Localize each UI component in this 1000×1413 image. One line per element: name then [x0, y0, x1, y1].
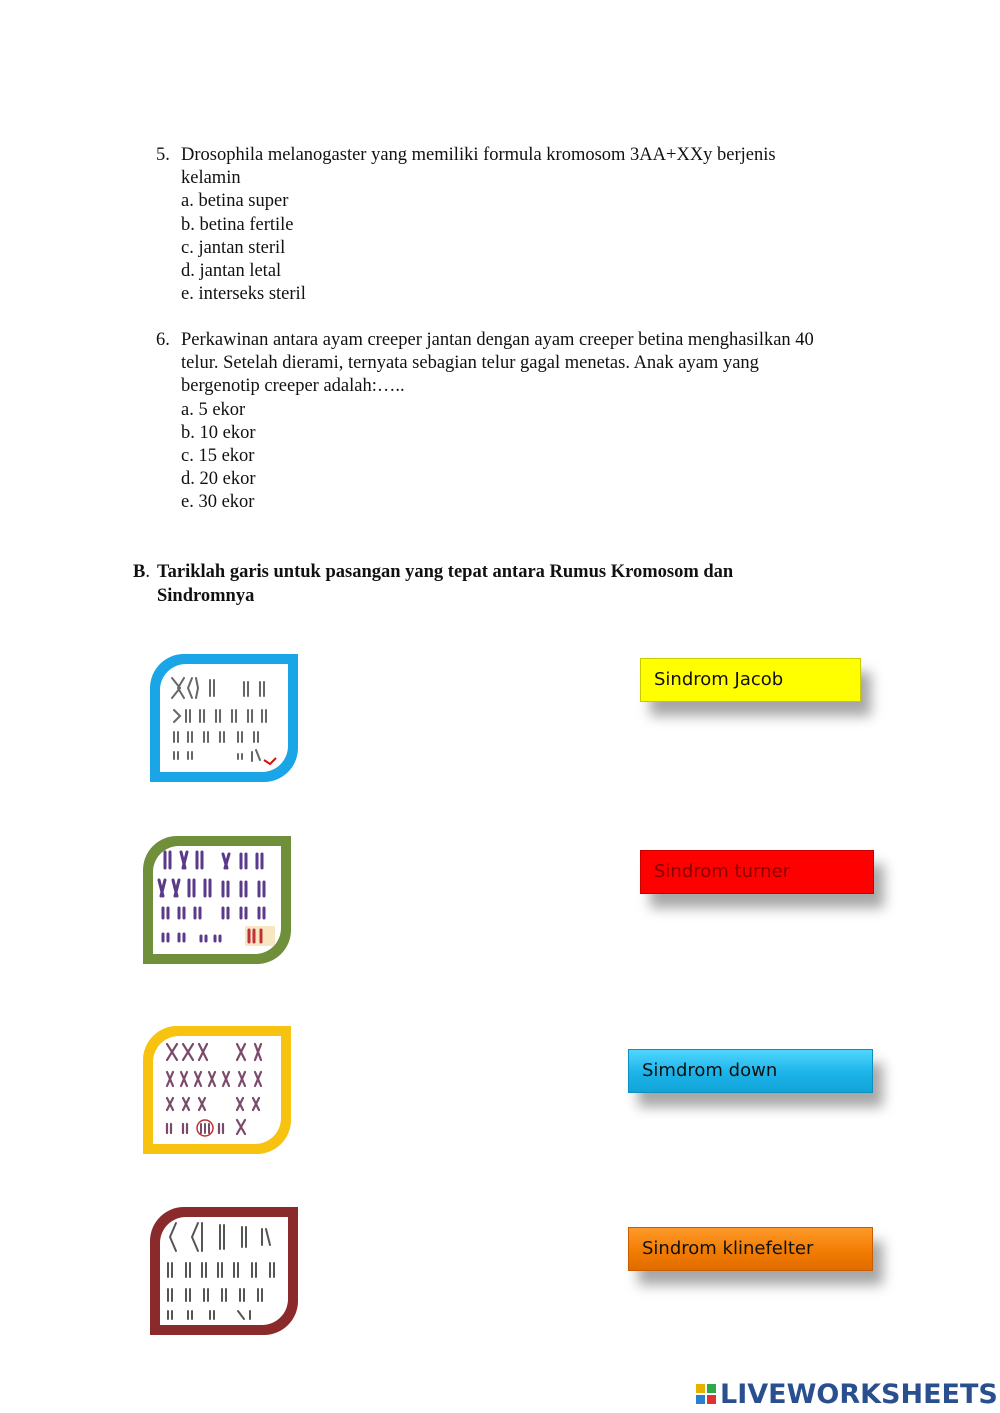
karyotype-grid-icon: [153, 1036, 281, 1144]
question-number: 6.: [156, 330, 170, 350]
karyotype-grid-icon: [160, 664, 288, 772]
question-stem-line: Drosophila melanogaster yang memiliki formula kromosom 3AA+XXy berjenis: [181, 145, 776, 165]
option-b: b. 10 ekor: [181, 422, 256, 443]
liveworksheets-logo-icon: [696, 1384, 716, 1404]
karyotype-image-3: [153, 1036, 281, 1144]
question-5: [156, 144, 881, 306]
karyotype-card-3[interactable]: [143, 1026, 291, 1154]
option-e: e. interseks steril: [181, 284, 306, 305]
brand-footer: [696, 1376, 998, 1412]
question-stem: [181, 329, 881, 399]
section-instruction: Tariklah garis untuk pasangan yang tepat antara Rumus Kromosom dan Sindromnya: [157, 562, 734, 606]
option-d: d. jantan letal: [181, 261, 282, 282]
karyotype-grid-icon: [153, 846, 281, 954]
question-stem-line: Perkawinan antara ayam creeper jantan dengan ayam creeper betina menghasilkan 40: [181, 330, 814, 350]
label-sindrom-jacob[interactable]: Sindrom Jacob: [640, 658, 861, 702]
option-a: a. 5 ekor: [181, 399, 246, 420]
option-c: c. 15 ekor: [181, 446, 255, 467]
question-stem-line: telur. Setelah dierami, ternyata sebagian telur gagal menetas. Anak ayam yang: [181, 353, 759, 374]
label-sindrom-turner[interactable]: Sindrom turner: [640, 850, 874, 894]
karyotype-image-2: [153, 846, 281, 954]
karyotype-grid-icon: [160, 1217, 288, 1325]
label-sindrom-down[interactable]: Simdrom down: [628, 1049, 873, 1093]
option-a: a. betina super: [181, 191, 289, 212]
option-c: c. jantan steril: [181, 237, 286, 258]
option-d: d. 20 ekor: [181, 469, 256, 490]
karyotype-card-1[interactable]: [150, 654, 298, 782]
karyotype-card-4[interactable]: [150, 1207, 298, 1335]
karyotype-card-2[interactable]: [143, 836, 291, 964]
question-stem: [181, 144, 881, 190]
question-6: [156, 329, 881, 515]
karyotype-image-1: [160, 664, 288, 772]
option-e: e. 30 ekor: [181, 492, 255, 513]
section-letter: B.: [133, 562, 150, 582]
karyotype-image-4: [160, 1217, 288, 1325]
question-stem-line: kelamin: [181, 168, 241, 189]
brand-name: LIVEWORKSHEETS: [720, 1378, 998, 1410]
section-b-heading: [133, 561, 817, 608]
label-sindrom-klinefelter[interactable]: Sindrom klinefelter: [628, 1227, 873, 1271]
question-number: 5.: [156, 145, 170, 165]
option-b: b. betina fertile: [181, 214, 294, 235]
question-stem-line: bergenotip creeper adalah:…..: [181, 376, 405, 397]
